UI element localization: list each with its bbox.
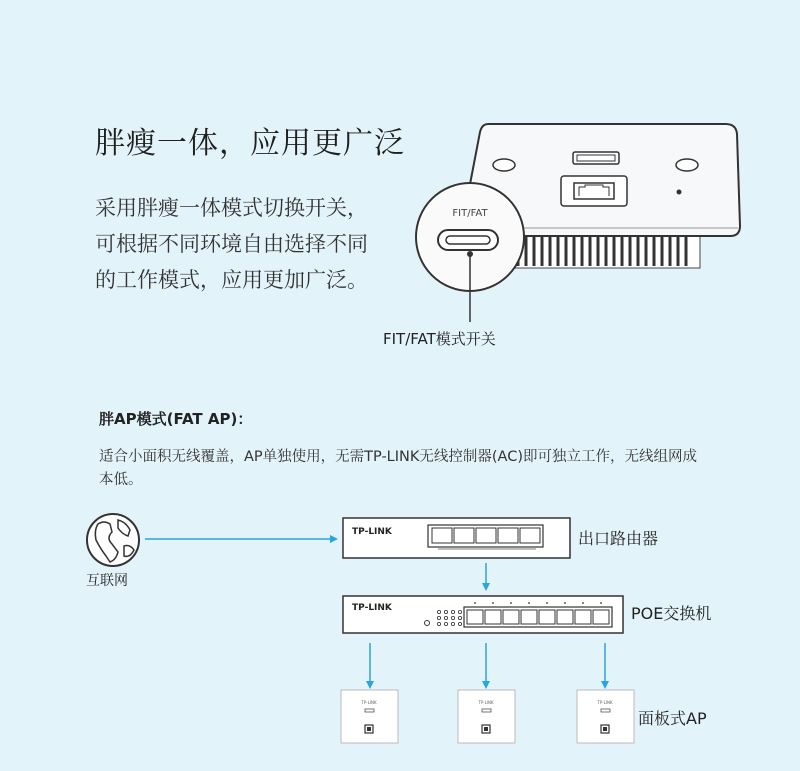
- device-switch-label: FIT/FAT: [452, 208, 488, 219]
- headline: 胖瘦一体，应用更广泛: [95, 126, 405, 161]
- fat-mode-description: 适合小面积无线覆盖，AP单独使用，无需TP-LINK无线控制器(AC)即可独立工作，无线组网成本低。: [99, 449, 697, 488]
- switch-caption: FIT/FAT模式开关: [383, 330, 496, 348]
- ap-3-brand: TP-LINK: [597, 700, 613, 705]
- switch-label: POE交换机: [631, 604, 712, 623]
- switch-magnifier: [416, 183, 524, 322]
- switch-brand: TP-LINK: [352, 603, 392, 613]
- router-label: 出口路由器: [578, 529, 659, 548]
- router-device: [343, 518, 570, 558]
- fat-mode-title: 胖AP模式(FAT AP)：: [99, 410, 253, 428]
- description: 采用胖瘦一体模式切换开关，可根据不同环境自由选择不同的工作模式，应用更加广泛。: [95, 196, 368, 292]
- ap-label: 面板式AP: [638, 709, 707, 728]
- panel-ap-3: [577, 690, 634, 743]
- panel-ap-1: [341, 690, 398, 743]
- internet-label: 互联网: [86, 573, 128, 589]
- router-brand: TP-LINK: [352, 527, 392, 537]
- ap-1-brand: TP-LINK: [361, 700, 377, 705]
- globe-icon: [87, 514, 139, 566]
- panel-ap-2: [458, 690, 515, 743]
- poe-switch-device: [343, 596, 623, 633]
- ap-2-brand: TP-LINK: [478, 700, 494, 705]
- heat-sink-fins: [500, 232, 700, 268]
